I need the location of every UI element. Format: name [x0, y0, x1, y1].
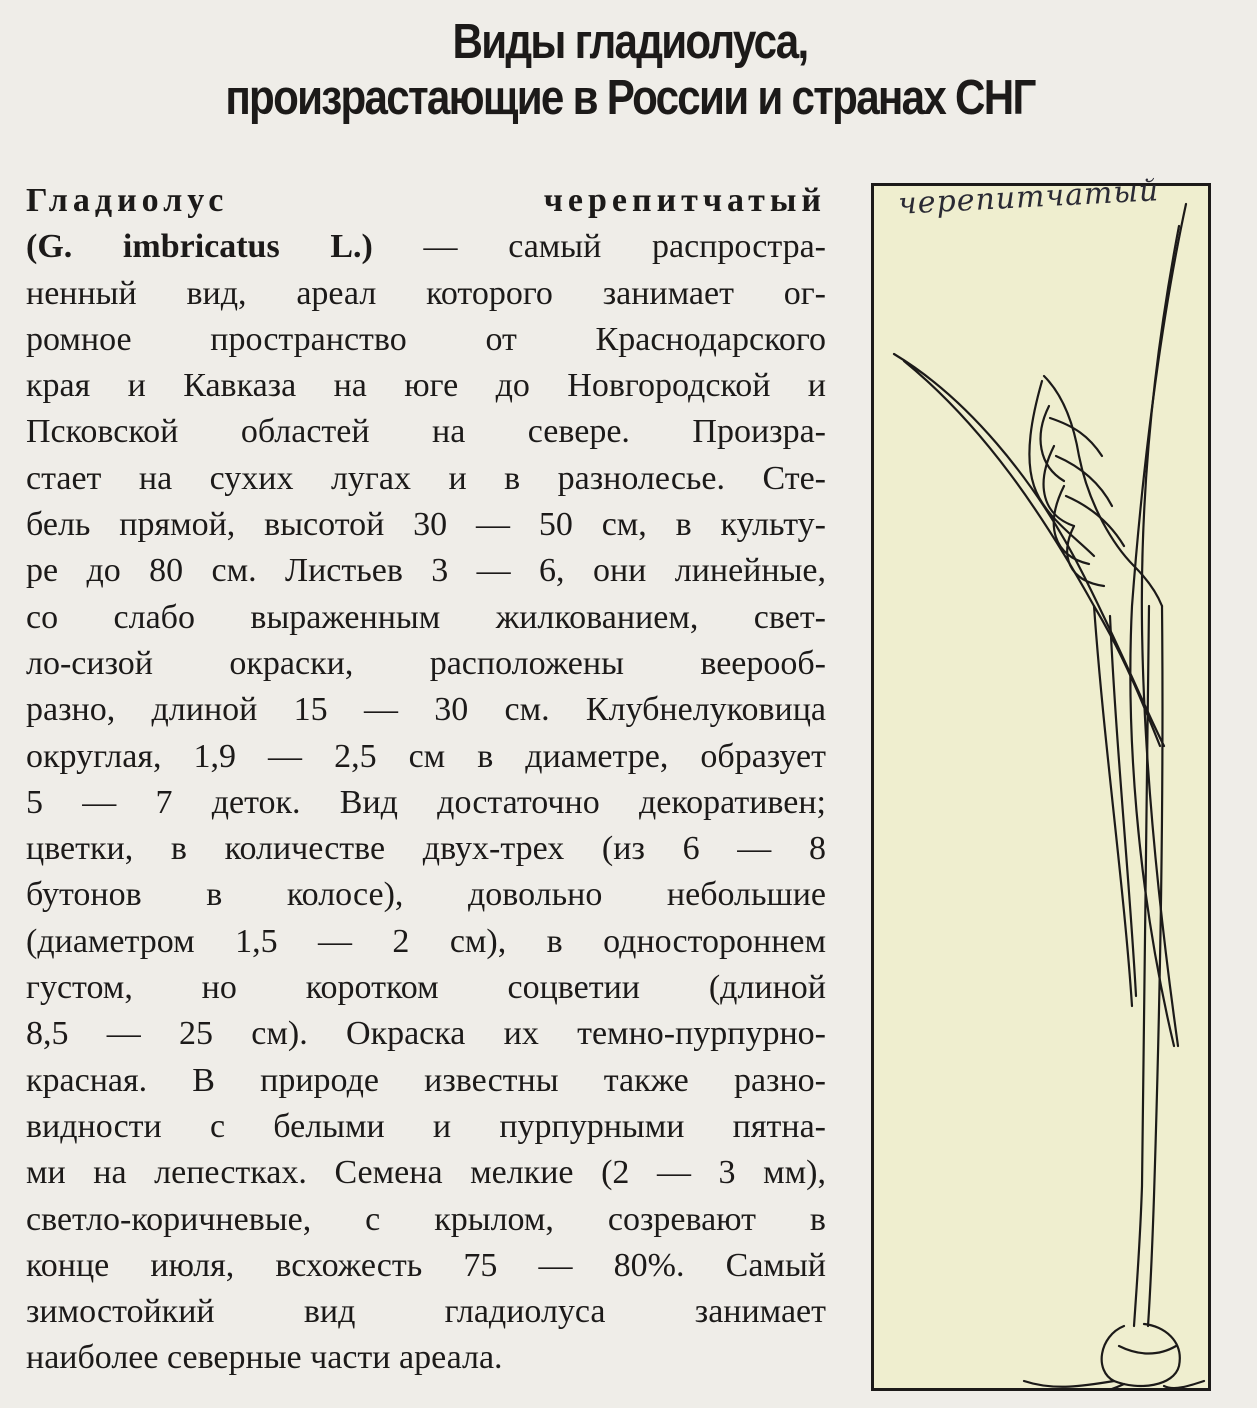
article-line: густом, но коротком соцветии (длиной: [26, 969, 826, 1007]
article-line: разно, длиной 15 — 30 см. Клубнелуковица: [26, 691, 826, 729]
article-line-text: — самый распростра-: [423, 228, 827, 266]
article-line: ре до 80 см. Листьев 3 — 6, они линейные,: [26, 552, 826, 590]
article-line: цветки, в количестве двух-трех (из 6 — 8: [26, 830, 826, 868]
article-line: округлая, 1,9 — 2,5 см в диаметре, образует: [26, 737, 826, 775]
handwritten-note: черепитчатый: [897, 173, 1160, 222]
article-line: ми на лепестках. Семена мелкие (2 — 3 мм),: [26, 1154, 826, 1192]
article-line: конце июля, всхожесть 75 — 80%. Самый: [26, 1246, 826, 1284]
article-line: ненный вид, ареал которого занимает ог-: [26, 274, 826, 312]
article-line: края и Кавказа на юге до Новгородской и: [26, 367, 826, 405]
page-title-line-1: Виды гладиолуса,: [452, 15, 808, 69]
latin-name: (G. imbricatus L.): [26, 228, 373, 266]
article-line: со слабо выраженным жилкованием, свет-: [26, 598, 826, 636]
article-line: ло-сизой окраски, расположены веерооб-: [26, 644, 826, 682]
article-line: светло-коричневые, с крылом, созревают в: [26, 1200, 826, 1238]
article-line: (диаметром 1,5 — 2 см), в одностороннем: [26, 922, 826, 960]
article-line: красная. В природе известны также разно-: [26, 1061, 826, 1099]
article-body: [26, 178, 826, 1382]
article-line: 5 — 7 деток. Вид достаточно декоративен;: [26, 783, 826, 821]
article-line: [26, 224, 826, 270]
species-name: Гладиолус черепитчатый: [26, 182, 826, 219]
article-line: наиболее северные части ареала.: [26, 1339, 503, 1377]
article-line: ромное пространство от Краснодарского: [26, 320, 826, 358]
gladiolus-plant-drawing-icon: [874, 186, 1208, 1388]
article-line: видности с белыми и пурпурными пятна-: [26, 1107, 826, 1145]
illustration-plate: [871, 183, 1211, 1391]
article-line: [26, 178, 826, 224]
article-line: бель прямой, высотой 30 — 50 см, в культу-: [26, 506, 826, 544]
article-line: Псковской областей на севере. Произра-: [26, 413, 826, 451]
article-line: зимостойкий вид гладиолуса занимает: [26, 1293, 826, 1331]
article-line: стает на сухих лугах и в разнолесье. Сте-: [26, 459, 826, 497]
page-title-line-2: произрастающие в России и странах СНГ: [225, 71, 1035, 125]
page-title: [148, 14, 1111, 126]
article-line: 8,5 — 25 см). Окраска их темно-пурпурно-: [26, 1015, 826, 1053]
article-line: бутонов в колосе), довольно небольшие: [26, 876, 826, 914]
